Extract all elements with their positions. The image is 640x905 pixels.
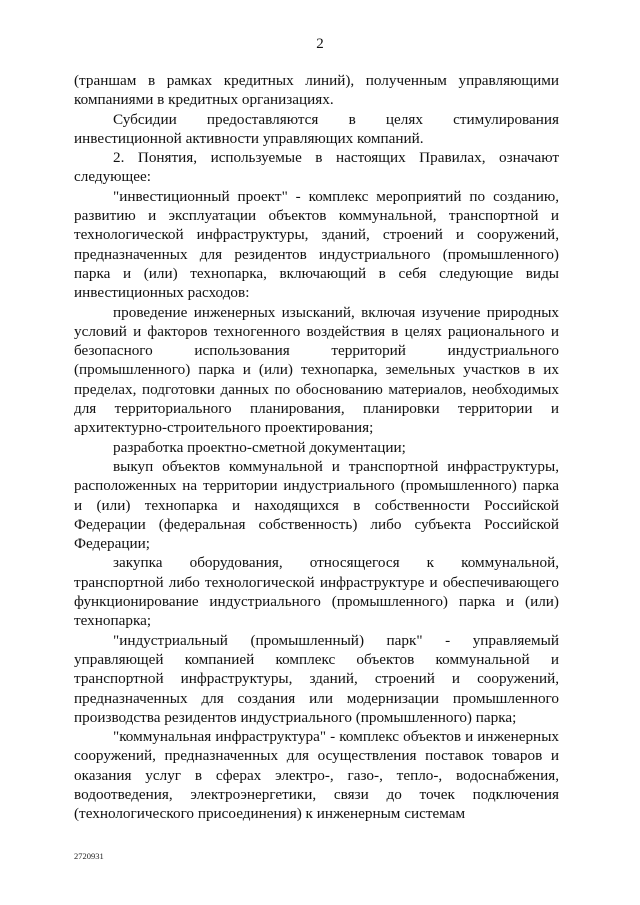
page-number: 2 [316,36,324,52]
paragraph-design-documentation: разработка проектно-сметной документации; [113,438,406,456]
paragraph-industrial-park-definition: "индустриальный (промышленный) парк" - управляемый управляющей компанией комплекс объектов коммунальной и транспортной инфраструктуры, зданий, строений и сооружений, предназначенных для создания или модернизации промышленного производства резидентов индустриального (промышленного) парка; [74,631,559,726]
paragraph-equipment-purchase: закупка оборудования, относящегося к коммунальной, транспортной либо технологической инфраструктуре и обеспечивающего функционирование индустриального (промышленного) парка и (или) технопарка; [74,554,559,630]
paragraph-communal-infrastructure-definition: "коммунальная инфраструктура" - комплекс объектов и инженерных сооружений, предназначенных для осуществления поставок товаров и оказания услуг в сферах электро-, газо-, тепло-, водоснабжения, водоотведения, электроэнергетики, связи до точек подключения (технологического присоединения) к инженерным системам [74,728,559,823]
paragraph-engineering-surveys: проведение инженерных изысканий, включая изучение природных условий и факторов техногенного воздействия в целях рационального и безопасного использования территорий индустриального (промышленного) парка и (или) технопарка, земельных участков в их пределах, подготовки данных по обоснованию материалов, необходимых для территориального планирования, планировки территории и архитектурно-строительного проектирования; [74,303,559,437]
paragraph-subsidies-purpose: Субсидии предоставляются в целях стимулирования инвестиционной активности управляющих компаний. [74,110,559,147]
paragraph-infrastructure-buyout: выкуп объектов коммунальной и транспортной инфраструктуры, расположенных на территории индустриального (промышленного) парка и (или) технопарка и находящихся в собственности Российской Федерации (федеральная собственность) либо субъекта Российской Федерации; [74,457,559,553]
document-body [74,71,559,824]
document-id: 2720931 [74,851,104,861]
paragraph-definitions-intro: 2. Понятия, используемые в настоящих Правилах, означают следующее: [74,149,559,186]
paragraph-continuation: (траншам в рамках кредитных линий), полученным управляющими компаниями в кредитных организациях. [74,72,559,109]
paragraph-investment-project: "инвестиционный проект" - комплекс мероприятий по созданию, развитию и эксплуатации объектов коммунальной, транспортной и технологической инфраструктуры, зданий, строений и сооружений, предназначенных для резидентов индустриального (промышленного) парка и (или) технопарка, включающий в себя следующие виды инвестиционных расходов: [74,187,559,302]
